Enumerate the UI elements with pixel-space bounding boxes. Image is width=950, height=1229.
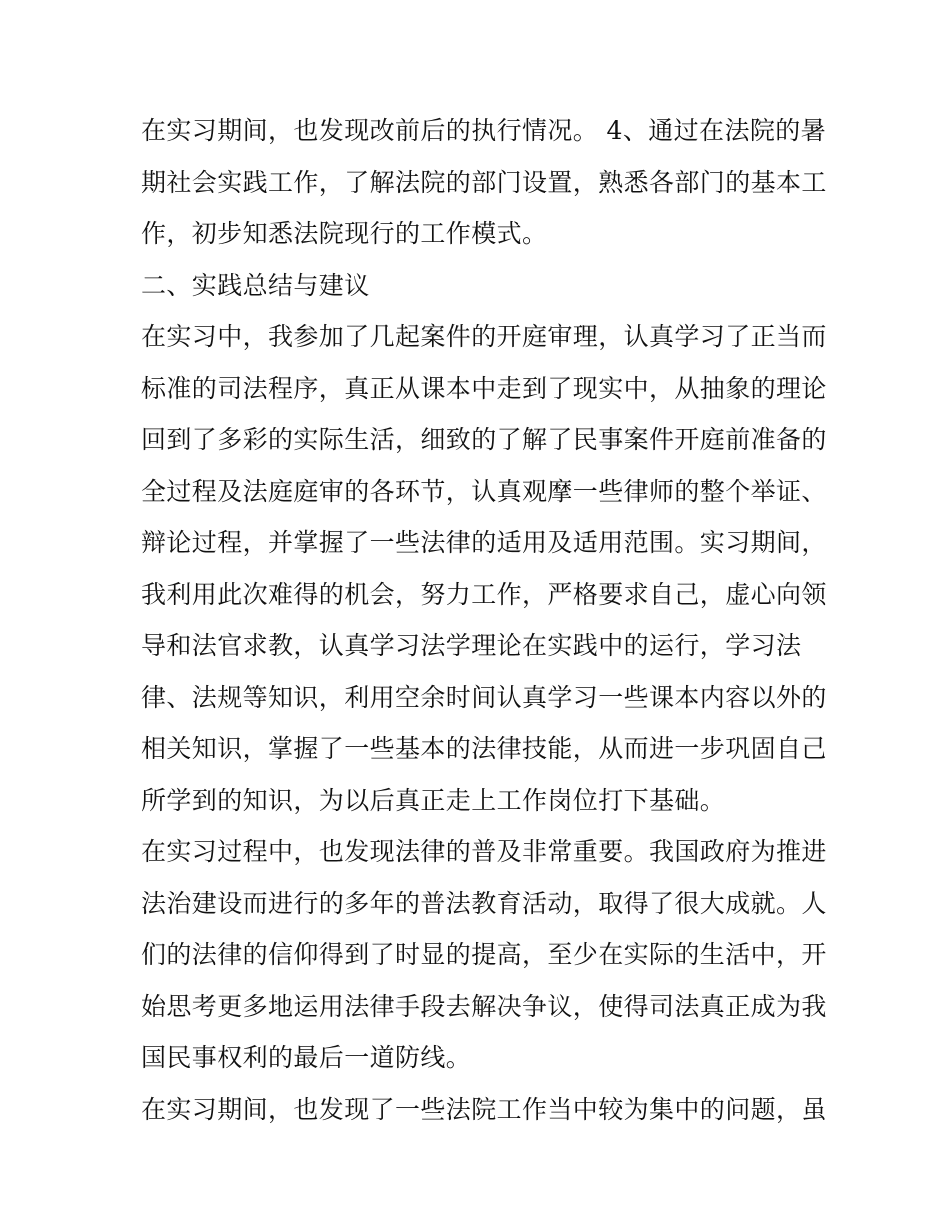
text-line: 所学到的知识，为以后真正走上工作岗位打下基础。 [141, 785, 726, 815]
text-line: 作，初步知悉法院现行的工作模式。 [141, 219, 548, 248]
text-line: 期社会实践工作，了解法院的部门设置，熟悉各部门的基本工 [141, 167, 827, 197]
text-line: 辩论过程，并掌握了一些法律的适用及适用范围。实习期间， [141, 528, 827, 557]
section-heading: 二、实践总结与建议 [141, 270, 370, 300]
text-line: 我利用此次难得的机会，努力工作，严格要求自己，虚心向领 [141, 579, 827, 609]
text-line: 导和法官求教，认真学习法学理论在实践中的运行，学习法 [141, 631, 802, 660]
text-line: 律、法规等知识，利用空余时间认真学习一些课本内容以外的 [141, 682, 827, 712]
document-body [141, 111, 827, 1141]
text-line: 始思考更多地运用法律手段去解决争议，使得司法真正成为我 [141, 991, 827, 1021]
text-line: 国民事权利的最后一道防线。 [141, 1043, 472, 1072]
text-line: 在实习过程中，也发现法律的普及非常重要。我国政府为推进 [141, 837, 827, 866]
text-line: 标准的司法程序，真正从课本中走到了现实中，从抽象的理论 [141, 373, 827, 403]
text-line: 在实习期间，也发现改前后的执行情况。 4、通过在法院的暑 [141, 116, 827, 145]
text-line: 们的法律的信仰得到了时显的提高，至少在实际的生活中，开 [141, 940, 827, 969]
text-line: 回到了多彩的实际生活，细致的了解了民事案件开庭前准备的 [141, 425, 827, 454]
text-line: 相关知识，掌握了一些基本的法律技能，从而进一步巩固自己 [141, 734, 827, 763]
text-line: 在实习中，我参加了几起案件的开庭审理，认真学习了正当而 [141, 322, 827, 351]
text-line: 在实习期间，也发现了一些法院工作当中较为集中的问题，虽 [141, 1094, 827, 1124]
text-line: 法治建设而进行的多年的普法教育活动，取得了很大成就。人 [141, 888, 827, 918]
text-line: 全过程及法庭庭审的各环节，认真观摩一些律师的整个举证、 [141, 476, 827, 506]
